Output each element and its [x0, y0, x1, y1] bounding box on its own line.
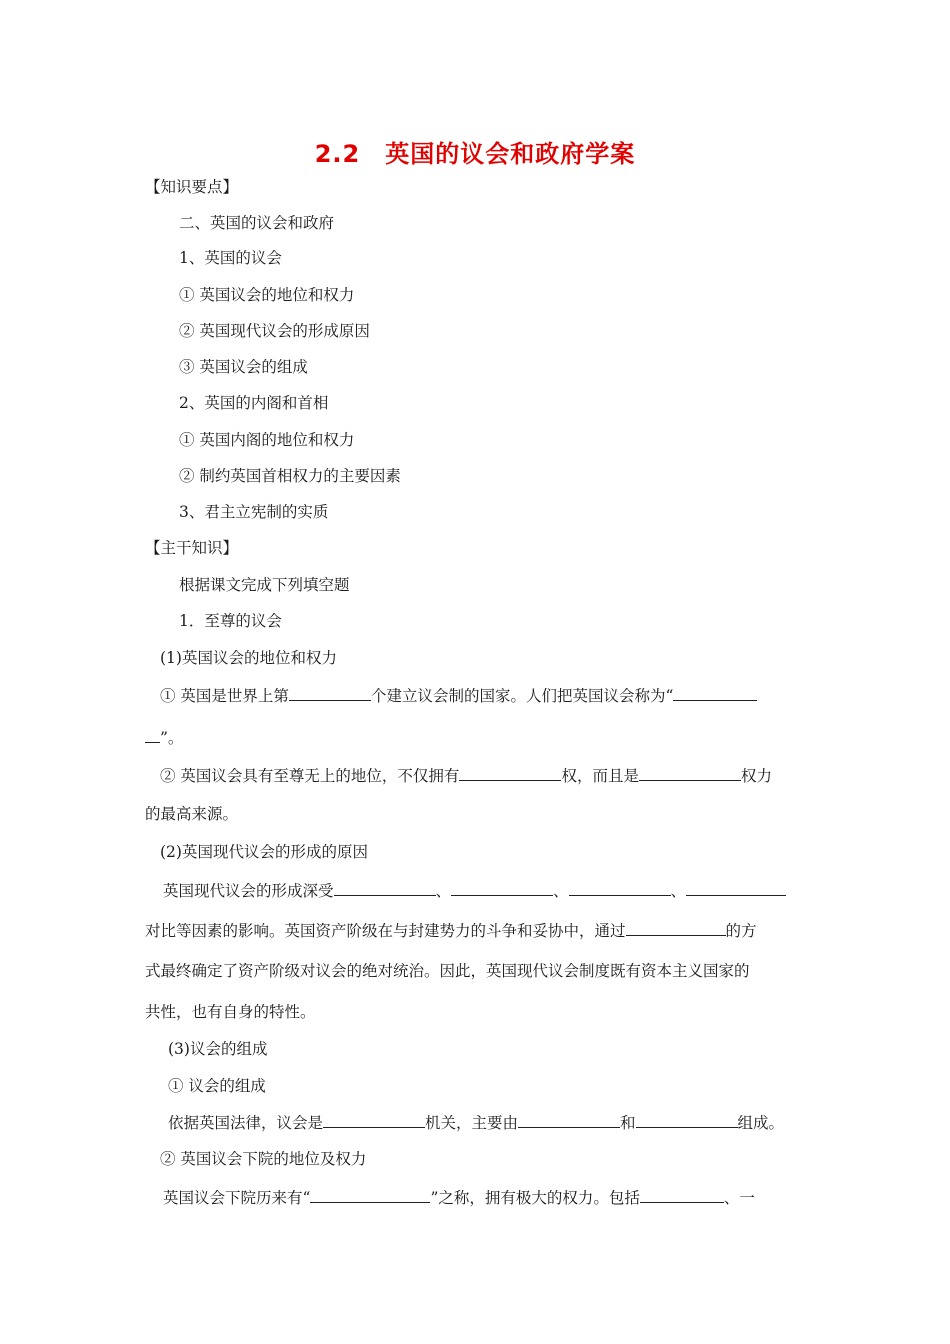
- section-heading-main-knowledge: 【主干知识】: [145, 539, 239, 557]
- blank-field[interactable]: [459, 764, 561, 781]
- fill-in-sentence: [163, 879, 786, 902]
- blank-field[interactable]: [518, 1111, 620, 1128]
- subsection-item: ② 英国议会下院的地位及权力: [160, 1150, 367, 1168]
- separator: 、: [670, 882, 687, 900]
- blank-field[interactable]: [145, 726, 160, 743]
- sentence-text: 权，而且是: [561, 767, 639, 785]
- separator: 、: [553, 882, 569, 900]
- fill-in-sentence: [160, 764, 772, 787]
- key-point-item: ③ 英国议会的组成: [179, 358, 308, 376]
- blank-field[interactable]: [310, 1186, 430, 1203]
- sentence-text: ”之称，拥有极大的权力。包括: [430, 1189, 640, 1207]
- key-point-item: 二、英国的议会和政府: [179, 214, 335, 232]
- blank-field[interactable]: [686, 879, 786, 896]
- sentence-text: 和: [620, 1114, 636, 1132]
- sentence-text: 英国议会下院历来有“: [163, 1189, 311, 1207]
- blank-field[interactable]: [451, 879, 553, 896]
- sentence-continuation: 的最高来源。: [145, 805, 239, 823]
- sentence-text: 组成。: [737, 1114, 785, 1132]
- blank-field[interactable]: [673, 684, 757, 701]
- subsection-title: 1．至尊的议会: [179, 612, 282, 630]
- sentence-text: 英国现代议会的形成深受: [163, 882, 334, 900]
- fill-in-sentence: [160, 684, 757, 707]
- page-title: 2.2 英国的议会和政府学案: [314, 140, 636, 168]
- subsection-heading: (2)英国现代议会的形成的原因: [160, 843, 368, 861]
- sentence-text: ① 英国是世界上第: [160, 687, 289, 705]
- sentence-text: 个建立议会制的国家。人们把英国议会称为“: [370, 687, 674, 705]
- section-heading-key-points: 【知识要点】: [145, 178, 239, 196]
- key-point-item: ② 制约英国首相权力的主要因素: [179, 467, 401, 485]
- subsection-item: ① 议会的组成: [168, 1077, 266, 1095]
- paragraph-line: 共性，也有自身的特性。: [145, 1003, 316, 1021]
- sentence-text: 、一: [723, 1189, 755, 1207]
- blank-field[interactable]: [569, 879, 671, 896]
- blank-field[interactable]: [626, 919, 726, 936]
- separator: 、: [435, 882, 452, 900]
- sentence-text: ”。: [160, 729, 184, 747]
- key-point-item: ② 英国现代议会的形成原因: [179, 322, 370, 340]
- instruction-text: 根据课文完成下列填空题: [179, 576, 350, 594]
- key-point-item: 2、英国的内阁和首相: [179, 394, 329, 412]
- blank-field[interactable]: [323, 1111, 425, 1128]
- key-point-item: ① 英国议会的地位和权力: [179, 286, 355, 304]
- sentence-text: 机关，主要由: [425, 1114, 519, 1132]
- blank-field[interactable]: [636, 1111, 738, 1128]
- blank-field[interactable]: [289, 684, 371, 701]
- sentence-text: 依据英国法律，议会是: [168, 1114, 324, 1132]
- blank-field[interactable]: [640, 1186, 724, 1203]
- sentence-text: 对比等因素的影响。英国资产阶级在与封建势力的斗争和妥协中，通过: [145, 922, 626, 940]
- blank-field[interactable]: [334, 879, 436, 896]
- key-point-item: 1、英国的议会: [179, 249, 282, 267]
- paragraph-line: 式最终确定了资产阶级对议会的绝对统治。因此，英国现代议会制度既有资本主义国家的: [145, 962, 750, 980]
- fill-in-sentence: [145, 919, 757, 942]
- sentence-text: 的方: [725, 922, 757, 940]
- fill-in-sentence: [163, 1186, 755, 1209]
- fill-in-sentence: [145, 726, 183, 749]
- key-point-item: ① 英国内阁的地位和权力: [179, 431, 355, 449]
- sentence-text: 权力: [740, 767, 772, 785]
- key-point-item: 3、君主立宪制的实质: [179, 503, 329, 521]
- subsection-heading: (1)英国议会的地位和权力: [160, 649, 337, 667]
- subsection-heading: (3)议会的组成: [168, 1040, 268, 1058]
- sentence-text: ② 英国议会具有至尊无上的地位，不仅拥有: [160, 767, 460, 785]
- fill-in-sentence: [168, 1111, 784, 1134]
- blank-field[interactable]: [639, 764, 741, 781]
